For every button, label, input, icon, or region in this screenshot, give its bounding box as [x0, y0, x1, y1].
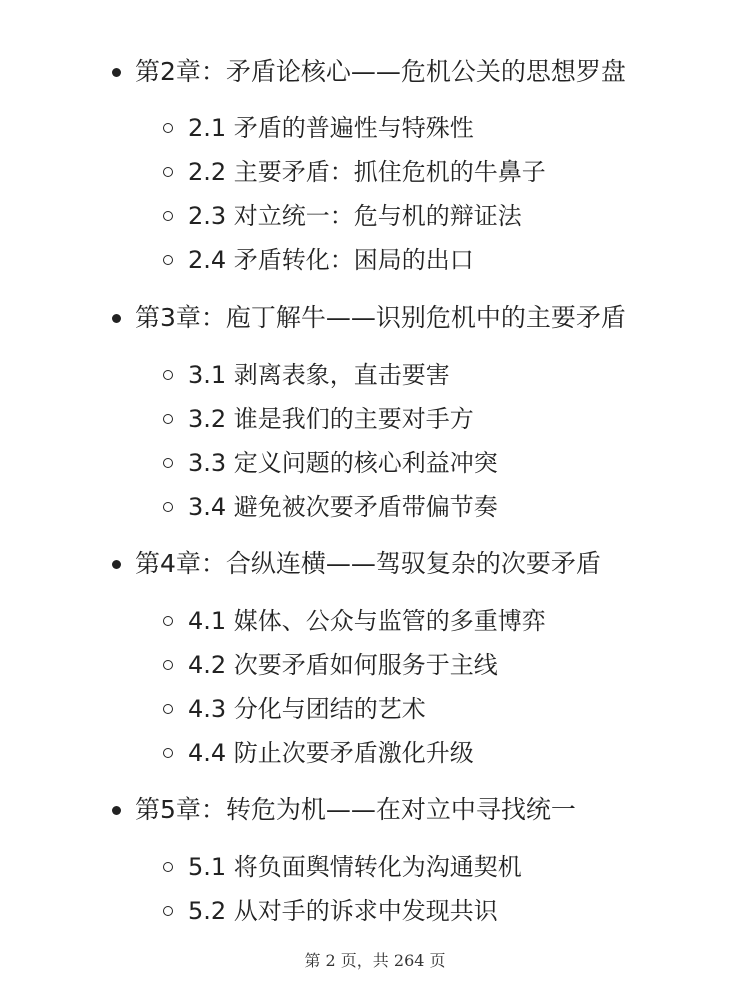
- section-title: 4.2 次要矛盾如何服务于主线: [188, 651, 498, 679]
- section-title: 3.4 避免被次要矛盾带偏节奏: [188, 493, 498, 521]
- hollow-bullet-icon: [163, 502, 173, 512]
- hollow-bullet-icon: [163, 123, 173, 133]
- hollow-bullet-icon: [163, 906, 173, 916]
- hollow-bullet-icon: [163, 660, 173, 670]
- chapter-title: 第4章：合纵连横——驾驭复杂的次要矛盾: [135, 549, 601, 578]
- hollow-bullet-icon: [163, 255, 173, 265]
- hollow-bullet-icon: [163, 704, 173, 714]
- section-title: 2.2 主要矛盾：抓住危机的牛鼻子: [188, 158, 546, 186]
- hollow-bullet-icon: [163, 748, 173, 758]
- page-number-footer: 第 2 页，共 264 页: [304, 951, 446, 970]
- section-title: 5.1 将负面舆情转化为沟通契机: [188, 853, 522, 881]
- hollow-bullet-icon: [163, 211, 173, 221]
- section-title: 5.2 从对手的诉求中发现共识: [188, 897, 498, 925]
- chapter-title: 第5章：转危为机——在对立中寻找统一: [135, 795, 576, 824]
- filled-bullet-icon: [112, 314, 121, 323]
- section-title: 3.2 谁是我们的主要对手方: [188, 405, 474, 433]
- filled-bullet-icon: [112, 560, 121, 569]
- hollow-bullet-icon: [163, 458, 173, 468]
- section-title: 4.3 分化与团结的艺术: [188, 695, 426, 723]
- section-title: 3.3 定义问题的核心利益冲突: [188, 449, 498, 477]
- hollow-bullet-icon: [163, 616, 173, 626]
- section-title: 3.1 剥离表象，直击要害: [188, 361, 450, 389]
- section-title: 4.4 防止次要矛盾激化升级: [188, 739, 474, 767]
- hollow-bullet-icon: [163, 862, 173, 872]
- filled-bullet-icon: [112, 806, 121, 815]
- hollow-bullet-icon: [163, 167, 173, 177]
- section-title: 4.1 媒体、公众与监管的多重博弈: [188, 607, 546, 635]
- section-title: 2.1 矛盾的普遍性与特殊性: [188, 114, 474, 142]
- chapter-title: 第2章：矛盾论核心——危机公关的思想罗盘: [135, 57, 626, 86]
- hollow-bullet-icon: [163, 414, 173, 424]
- section-title: 2.4 矛盾转化：困局的出口: [188, 246, 474, 274]
- filled-bullet-icon: [112, 68, 121, 77]
- hollow-bullet-icon: [163, 370, 173, 380]
- chapter-title: 第3章：庖丁解牛——识别危机中的主要矛盾: [135, 303, 626, 332]
- section-title: 2.3 对立统一：危与机的辩证法: [188, 202, 522, 230]
